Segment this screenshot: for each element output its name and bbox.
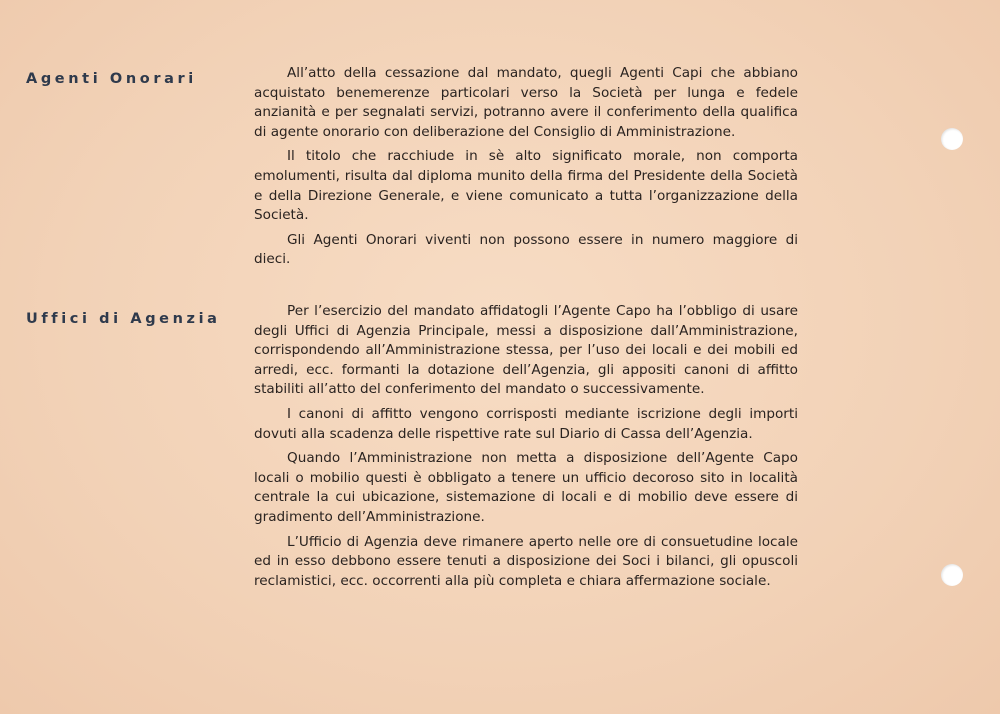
paragraph: All’atto della cessazione dal mandato, quegli Agenti Capi che abbiano acquistato benemerenze particolari verso la Società per lunga e fedele anzianità e per segnalati servizi, potranno avere il conferimento della qualifica di agente onorario con deliberazione del Consiglio di Amministrazione. [254, 65, 798, 140]
paragraph: Gli Agenti Onorari viventi non possono essere in numero maggiore di dieci. [254, 231, 798, 268]
paragraph: L’Ufficio di Agenzia deve rimanere aperto nelle ore di consuetudine locale ed in esso debbono essere tenuti a disposizione dei Soci i bilanci, gli opuscoli reclamistici, ecc. occorrenti alla più completa e chiara affermazione sociale. [254, 533, 798, 589]
paragraph: Quando l’Amministrazione non metta a disposizione dell’Agente Capo locali o mobilio questi è obbligato a tenere un ufficio decoroso sito in località centrale la cui ubicazione, sistemazione di locali e di mobilio deve essere di gradimento dell’Amministrazione. [254, 450, 798, 525]
section-heading-agenti-onorari: Agenti Onorari [26, 71, 197, 87]
punch-hole-top [941, 128, 963, 150]
section-body-uffici-di-agenzia [254, 302, 798, 596]
punch-hole-bottom [941, 564, 963, 586]
paragraph: Il titolo che racchiude in sè alto significato morale, non comporta emolumenti, risulta dal diploma munito della firma del Presidente della Società e della Direzione Generale, e viene comunicato a tutta l’organizzazione della Società. [254, 148, 798, 224]
section-heading-uffici-di-agenzia: Uffici di Agenzia [26, 311, 221, 327]
section-body-agenti-onorari [254, 64, 798, 275]
paragraph: I canoni di affitto vengono corrisposti mediante iscrizione degli importi dovuti alla scadenza delle rispettive rate sul Diario di Cassa dell’Agenzia. [254, 405, 798, 442]
paragraph: Per l’esercizio del mandato affidatogli l’Agente Capo ha l’obbligo di usare degli Uffici di Agenzia Principale, messi a disposizione dall’Amministrazione, corrispondendo all’Amministrazione stessa, per l’uso dei locali e dei mobili ed arredi, ecc. formanti la dotazione dell’Agenzia, gli appositi canoni di affitto stabiliti all’atto del conferimento del mandato o successivamente. [254, 303, 798, 398]
